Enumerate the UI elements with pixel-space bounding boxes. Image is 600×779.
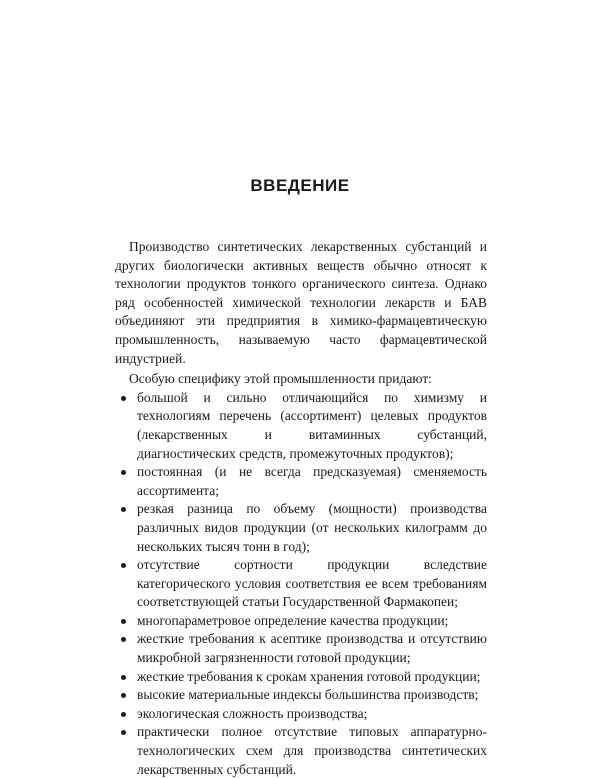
bullet-icon — [121, 637, 126, 642]
bullet-icon — [121, 730, 126, 735]
page-title: ВВЕДЕНИЕ — [250, 176, 350, 195]
list-item-text: большой и сильно отличающийся по химизму и технологиям перечень (ассортимент) целевых продуктов (лекарственных и витаминных субстанций, диагностических средств, промежуточных продуктов); — [137, 389, 487, 461]
list-item — [115, 705, 487, 724]
intro-paragraph: Производство синтетических лекарственных субстанций и других биологически активных веществ обычно относят к технологии продуктов тонкого органического синтеза. Однако ряд особенностей химической технологии лекарств и БАВ объединяют эти предприятия в химико-фармацевтическую промышленность, называемую часто фармацевтической индустрией. — [115, 239, 487, 366]
list-item — [115, 463, 487, 500]
bullet-icon — [121, 675, 126, 680]
list-item-text: многопараметровое определение качества продукции; — [137, 612, 449, 628]
bullet-icon — [121, 619, 126, 624]
bullet-icon — [121, 693, 126, 698]
list-item — [115, 389, 487, 463]
bullet-icon — [121, 563, 126, 568]
list-item-text: высокие материальные индексы большинства производств; — [137, 687, 479, 703]
list-item — [115, 556, 487, 612]
list-item-text: жесткие требования к асептике производства и отсутствию микробной загрязненности готовой продукции; — [137, 631, 487, 666]
list-item — [115, 668, 487, 687]
list-item — [115, 686, 487, 705]
list-item-text: резкая разница по объему (мощности) производства различных видов продукции (от нескольких килограмм до нескольких тысяч тонн в год); — [137, 501, 487, 554]
bullet-icon — [121, 507, 126, 512]
bullet-icon — [121, 470, 126, 475]
specifics-list — [115, 389, 487, 779]
list-item-text: постоянная (и не всегда предсказуемая) сменяемость ассортимента; — [137, 464, 487, 498]
list-item-text: отсутствие сортности продукции вследствие категорического условия соответствия ее всем требованиям соответствующей статьи Государственной Фармакопеи; — [137, 557, 487, 610]
bullet-icon — [121, 712, 126, 717]
bullet-icon — [121, 396, 126, 401]
list-item — [115, 500, 487, 556]
list-item — [115, 723, 487, 779]
lead-sentence: Особую специфику этой промышленности придают: — [129, 371, 432, 387]
list-item-text: практически полное отсутствие типовых аппаратурно-технологических схем для производства синтетических лекарственных субстанций. — [137, 724, 487, 777]
list-item-text: экологическая сложность производства; — [137, 705, 368, 721]
list-item — [115, 630, 487, 667]
list-item — [115, 612, 487, 631]
body-text — [115, 238, 487, 779]
list-item-text: жесткие требования к срокам хранения готовой продукции; — [137, 668, 481, 684]
